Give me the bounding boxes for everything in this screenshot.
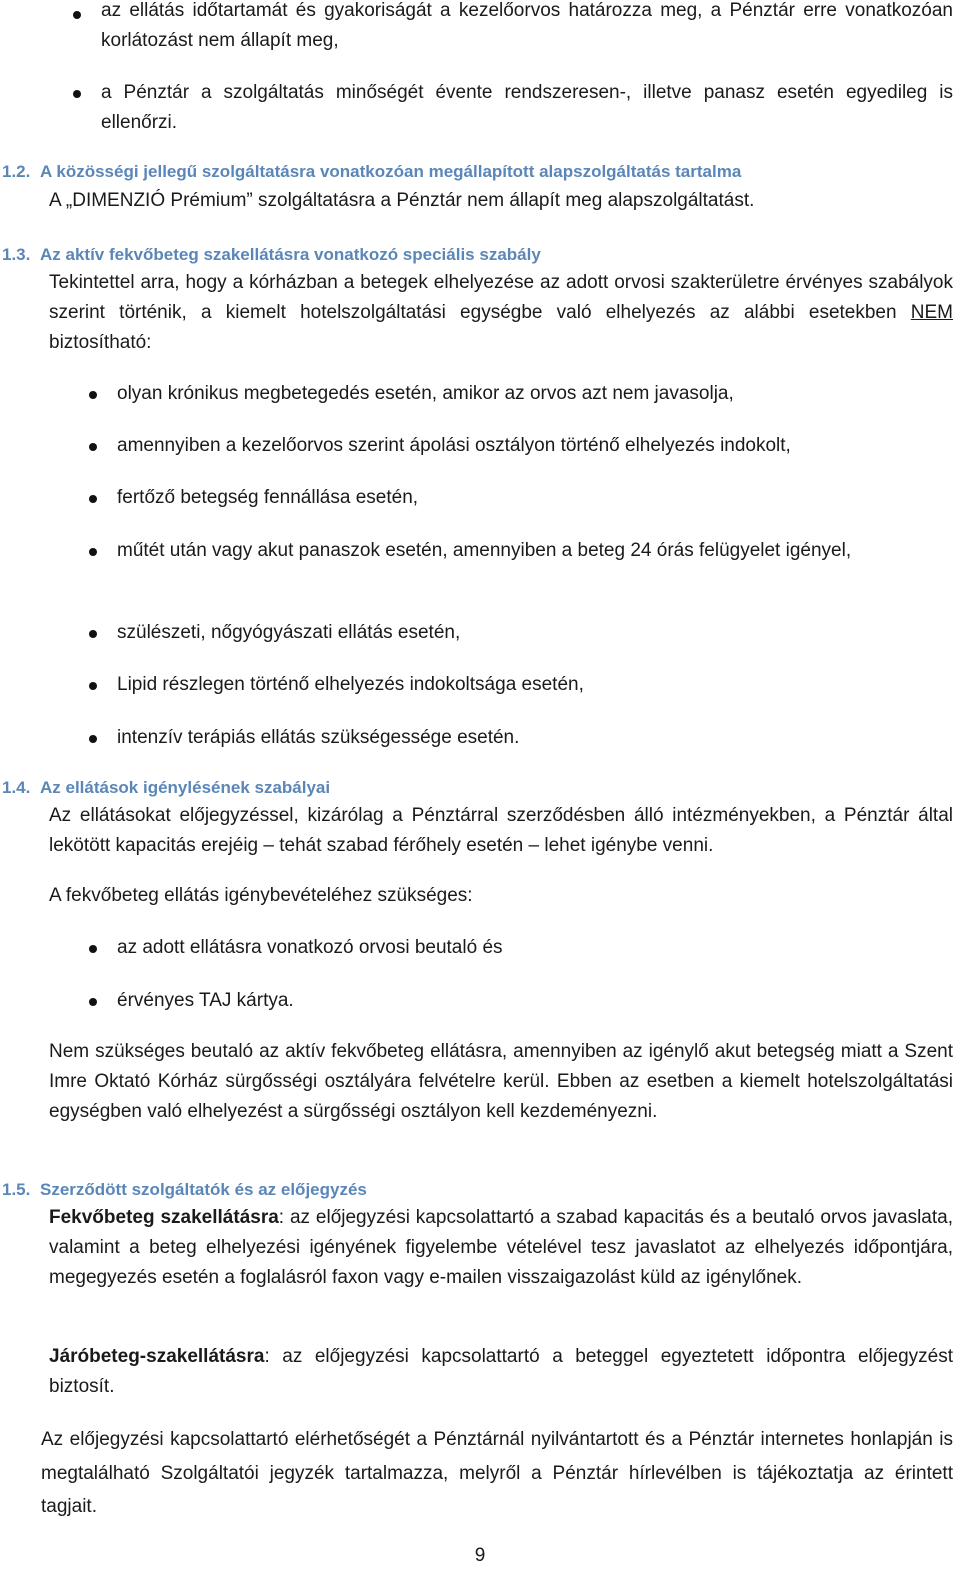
bullet-marker [89, 495, 97, 503]
section-1-3-intro [49, 268, 953, 358]
list-item: olyan krónikus megbetegedés esetén, amikor az orvos azt nem javasolja, [117, 383, 734, 404]
list-item: műtét után vagy akut panaszok esetén, amennyiben a beteg 24 órás felügyelet igényel, [117, 540, 852, 561]
section-1-5-para1 [49, 1203, 953, 1293]
list-item: amennyiben a kezelőorvos szerint ápolási osztályon történő elhelyezés indokolt, [117, 435, 791, 456]
intro-text-end: biztosítható: [49, 332, 152, 353]
bullet-marker [89, 735, 97, 743]
section-number: 1.2. [2, 162, 31, 181]
intro-text: Tekintettel arra, hogy a kórházban a betegek elhelyezése az adott orvosi szakterületre érvényes szabályok szerint történik, a kiemelt hotelszolgáltatási egységbe való elhelyezés az alábbi esetekben [49, 272, 953, 323]
list-item: Lipid részlegen történő elhelyezés indokoltsága esetén, [117, 674, 584, 695]
bullet-marker [89, 391, 97, 399]
section-1-4-para1: Az ellátásokat előjegyzéssel, kizárólag a Pénztárral szerződésben álló intézményekben, a Pénztár által lekötött kapacitás erejéig – tehát szabad férőhely esetén – lehet igénybe venni. [49, 805, 953, 856]
para-lead-bold: Fekvőbeteg szakellátásra [49, 1207, 279, 1228]
bullet-marker [73, 90, 81, 98]
para-text: : az előjegyzési kapcsolattartó a beteggel egyeztetett időpontra előjegyzést biztosít. [49, 1346, 953, 1397]
list-item: fertőző betegség fennállása esetén, [117, 487, 419, 508]
para-lead-bold: Járóbeteg-szakellátásra [49, 1346, 265, 1367]
intro-emphasis: NEM [910, 302, 953, 323]
section-1-4-para2: A fekvőbeteg ellátás igénybevételéhez szükséges: [49, 885, 473, 906]
list-item: érvényes TAJ kártya. [117, 990, 294, 1011]
section-number: 1.3. [2, 245, 31, 264]
section-title: Szerződött szolgáltatók és az előjegyzés [40, 1180, 367, 1199]
list-item: intenzív terápiás ellátás szükségessége esetén. [117, 727, 520, 748]
list-item: az ellátás időtartamát és gyakoriságát a kezelőorvos határozza meg, a Pénztár erre vonatkozóan korlátozást nem állapít meg, [101, 0, 953, 51]
section-title: Az aktív fekvőbeteg szakellátásra vonatkozó speciális szabály [40, 245, 541, 264]
list-item: az adott ellátásra vonatkozó orvosi beutaló és [117, 937, 503, 958]
section-heading-1-4 [2, 775, 330, 801]
section-heading-1-5 [2, 1177, 367, 1203]
section-1-5-para3: Az előjegyzési kapcsolattartó elérhetőségét a Pénztárnál nyilvántartott és a Pénztár internetes honlapján is megtalálható Szolgáltatói jegyzék tartalmazza, melyről a Pénztár hírlevélben is tájékoztatja az érintett tagjait. [41, 1429, 953, 1517]
bullet-marker [89, 998, 97, 1006]
section-number: 1.4. [2, 778, 31, 797]
bullet-marker [89, 443, 97, 451]
list-item: szülészeti, nőgyógyászati ellátás esetén, [117, 622, 461, 643]
para-text: : az előjegyzési kapcsolattartó a szabad kapacitás és a beutaló orvos javaslata, valamint a beteg elhelyezési igényének figyelembe vételével tesz javaslatot az elhelyezés időpontjára, megegyezés esetén a foglalásról faxon vagy e-mailen visszaigazolást küld az igénylőnek. [49, 1207, 953, 1288]
section-1-5-para2 [49, 1342, 953, 1402]
section-title: A közösségi jellegű szolgáltatásra vonatkozóan megállapított alapszolgáltatás tartalma [40, 162, 742, 181]
section-1-4-para3: Nem szükséges beutaló az aktív fekvőbeteg ellátásra, amennyiben az igénylő akut betegség miatt a Szent Imre Oktató Kórház sürgősségi osztályára felvételre kerül. Ebben az esetben a kiemelt hotelszolgáltatási egységben való elhelyezést a sürgősségi osztályon kell kezdeményezni. [49, 1041, 953, 1122]
bullet-marker [73, 11, 81, 19]
bullet-marker [89, 945, 97, 953]
bullet-marker [89, 548, 97, 556]
page-number: 9 [474, 1545, 486, 1566]
bullet-marker [89, 682, 97, 690]
section-number: 1.5. [2, 1180, 31, 1199]
section-heading-1-2 [2, 159, 741, 185]
bullet-marker [89, 630, 97, 638]
section-1-2-text: A „DIMENZIÓ Prémium” szolgáltatásra a Pénztár nem állapít meg alapszolgáltatást. [49, 190, 755, 211]
section-title: Az ellátások igénylésének szabályai [40, 778, 331, 797]
section-heading-1-3 [2, 242, 541, 268]
list-item: a Pénztár a szolgáltatás minőségét évente rendszeresen-, illetve panasz esetén egyedileg is ellenőrzi. [101, 82, 953, 133]
